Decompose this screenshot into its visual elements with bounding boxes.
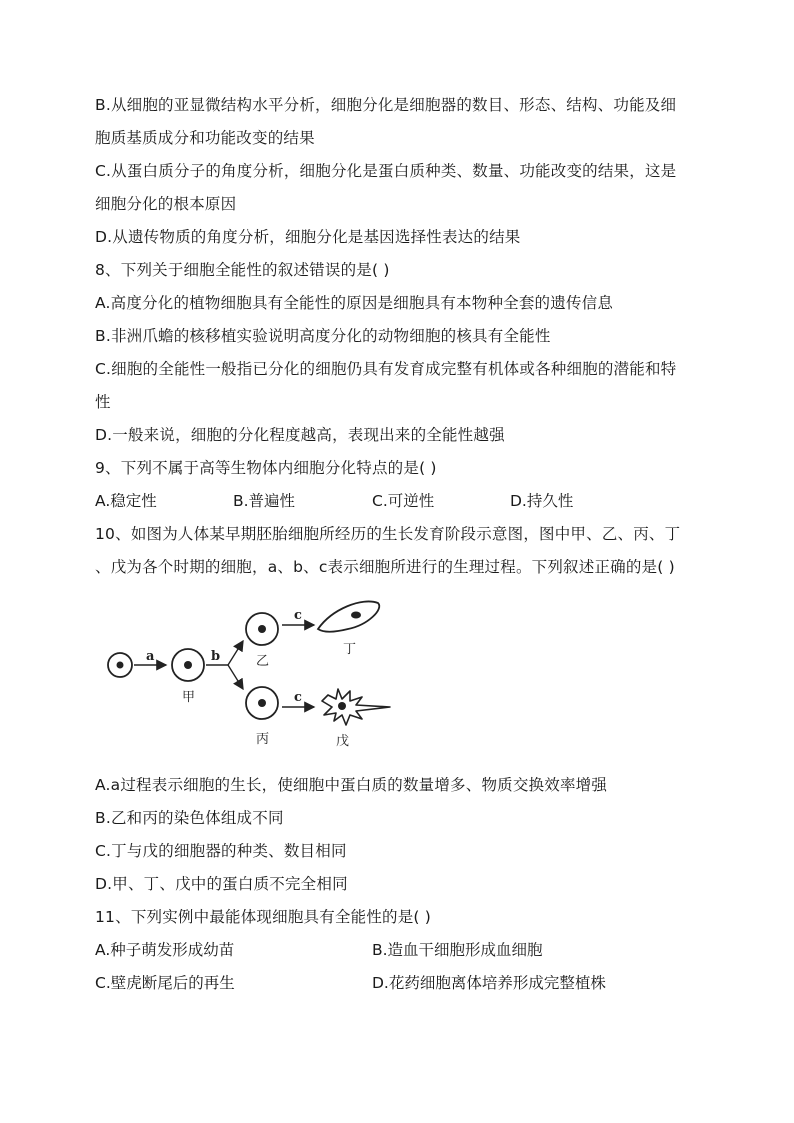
q8-option-c-line1: C.细胞的全能性一般指已分化的细胞仍具有发育成完整有机体或各种细胞的潜能和特	[95, 360, 677, 378]
start-cell	[108, 653, 132, 677]
q7-option-c-line1: C.从蛋白质分子的角度分析，细胞分化是蛋白质种类、数量、功能改变的结果，这是	[95, 162, 677, 180]
cell-yi	[246, 613, 278, 645]
q7-option-c-line2: 细胞分化的根本原因	[95, 195, 237, 213]
cell-ding	[318, 601, 379, 631]
cell-yi-label: 乙	[256, 654, 270, 669]
q9-option-b: B.普遍性	[233, 492, 296, 510]
cell-ding-label: 丁	[343, 642, 357, 657]
q10-option-d: D.甲、丁、戊中的蛋白质不完全相同	[95, 875, 348, 893]
q9-stem: 9、下列不属于高等生物体内细胞分化特点的是( )	[95, 459, 437, 477]
q10-stem-line2: 、戊为各个时期的细胞，a、b、c表示细胞所进行的生理过程。下列叙述正确的是( )	[95, 558, 675, 576]
q10-option-a: A.a过程表示细胞的生长，使细胞中蛋白质的数量增多、物质交换效率增强	[95, 776, 608, 794]
arrow-b-down	[228, 665, 243, 689]
arrow-c-lower-label: c	[294, 690, 302, 705]
q10-option-b: B.乙和丙的染色体组成不同	[95, 809, 284, 827]
q11-option-d: D.花药细胞离体培养形成完整植株	[372, 974, 606, 992]
q8-option-c-line2: 性	[95, 393, 111, 411]
q11-option-c: C.壁虎断尾后的再生	[95, 974, 235, 992]
q9-option-a: A.稳定性	[95, 492, 157, 510]
q10-option-c: C.丁与戊的细胞器的种类、数目相同	[95, 842, 347, 860]
q10-stem-line1: 10、如图为人体某早期胚胎细胞所经历的生长发育阶段示意图，图中甲、乙、丙、丁	[95, 525, 681, 543]
cell-jia-label: 甲	[182, 690, 196, 705]
cell-jia	[172, 649, 204, 681]
arrow-a-label: a	[146, 649, 155, 664]
arrow-c-upper-label: c	[294, 608, 302, 623]
q10-cell-differentiation-diagram	[100, 595, 400, 755]
cell-bing	[246, 687, 278, 719]
q9-option-d: D.持久性	[510, 492, 574, 510]
arrow-b-up	[228, 641, 243, 665]
arrow-b-label: b	[211, 649, 221, 664]
q8-option-d: D.一般来说，细胞的分化程度越高，表现出来的全能性越强	[95, 426, 505, 444]
q8-option-a: A.高度分化的植物细胞具有全能性的原因是细胞具有本物种全套的遗传信息	[95, 294, 614, 312]
cell-bing-label: 丙	[256, 732, 270, 747]
cell-wu	[322, 689, 390, 725]
q8-option-b: B.非洲爪蟾的核移植实验说明高度分化的动物细胞的核具有全能性	[95, 327, 551, 345]
q8-stem: 8、下列关于细胞全能性的叙述错误的是( )	[95, 261, 390, 279]
q11-option-b: B.造血干细胞形成血细胞	[372, 941, 543, 959]
q11-stem: 11、下列实例中最能体现细胞具有全能性的是( )	[95, 908, 432, 926]
q9-option-c: C.可逆性	[372, 492, 435, 510]
q7-option-b-line2: 胞质基质成分和功能改变的结果	[95, 129, 315, 147]
q11-option-a: A.种子萌发形成幼苗	[95, 941, 235, 959]
q7-option-b-line1: B.从细胞的亚显微结构水平分析，细胞分化是细胞器的数目、形态、结构、功能及细	[95, 96, 677, 114]
q7-option-d: D.从遗传物质的角度分析，细胞分化是基因选择性表达的结果	[95, 228, 521, 246]
cell-wu-label: 戊	[336, 734, 350, 749]
